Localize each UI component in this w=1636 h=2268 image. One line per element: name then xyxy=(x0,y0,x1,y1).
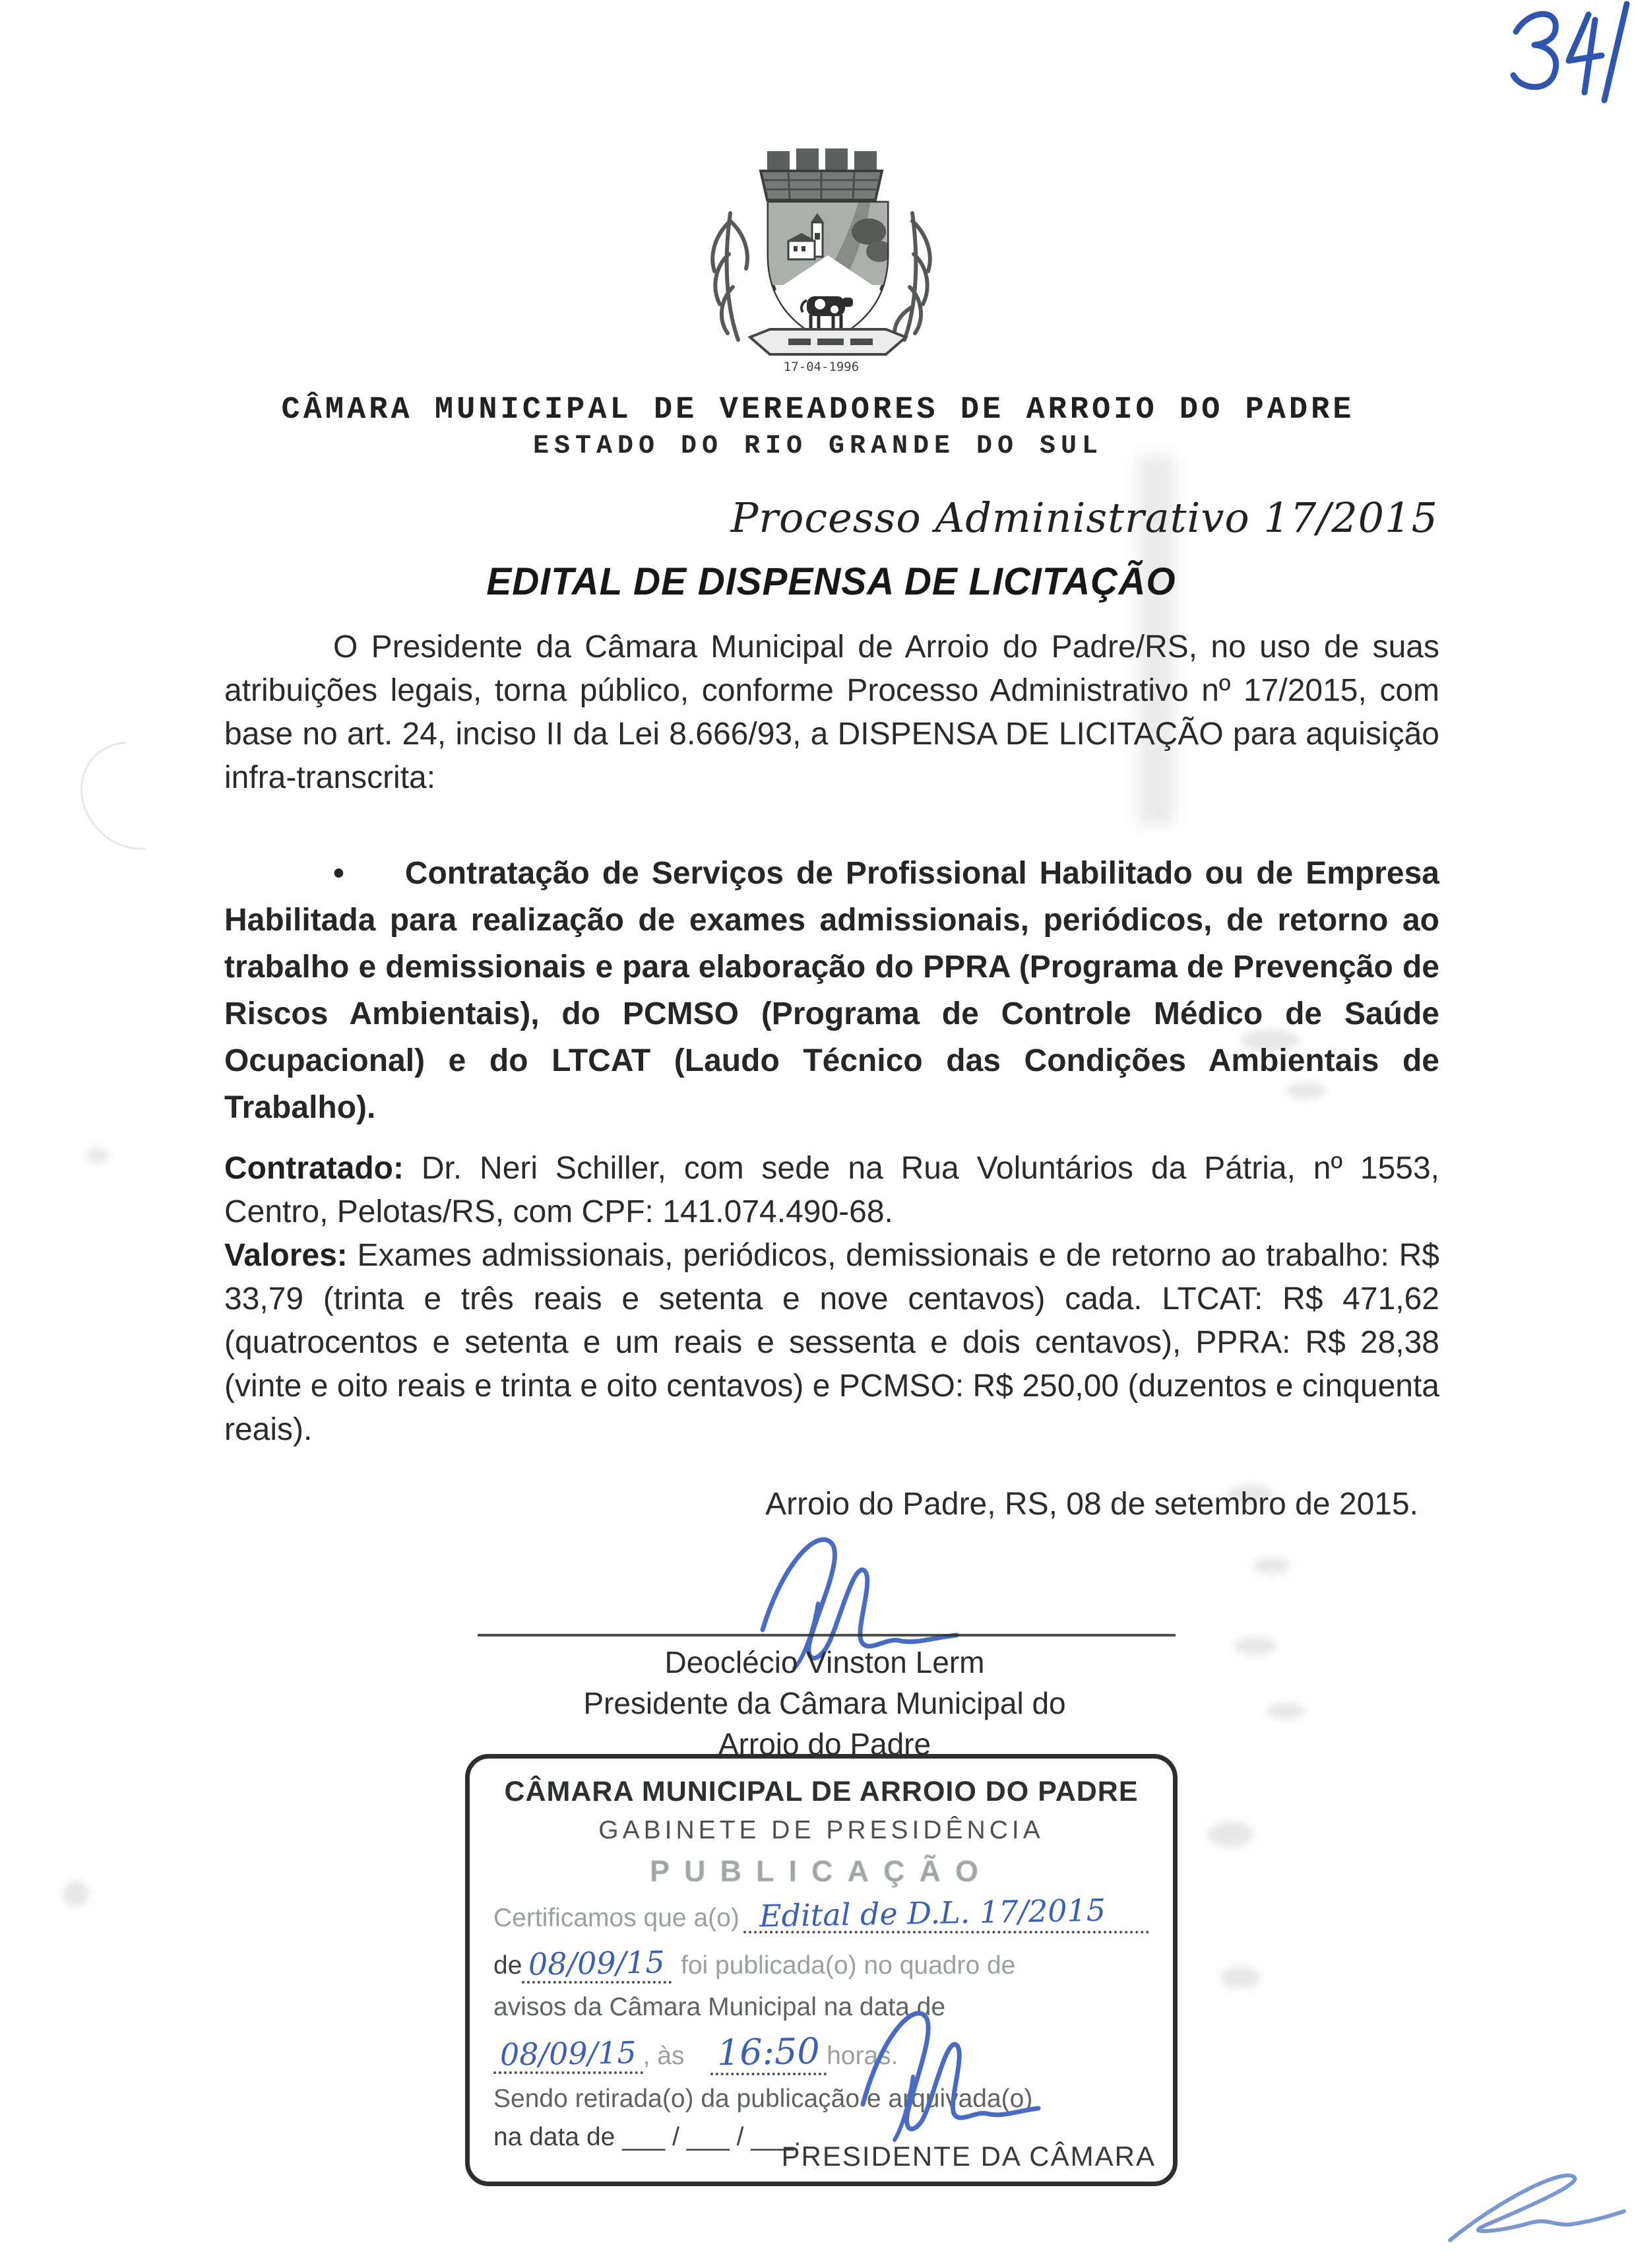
page-number-ink xyxy=(1497,0,1636,106)
object-bullet-paragraph xyxy=(224,850,1439,1131)
time-handwritten: 16:50 xyxy=(716,2030,821,2074)
shield xyxy=(769,203,893,341)
scan-smudge xyxy=(1267,1702,1305,1720)
intro-paragraph: O Presidente da Câmara Municipal de Arroio do Padre/RS, no uso de suas atribuições legais, torna público, conforme Processo Administrativo nº 17/2015, com base no art. 24, inciso II da Lei 8.666/93, a DISPENSA DE LICITAÇÃO para aquisição infra-transcrita: xyxy=(224,630,1439,795)
bullet-text: Contratação de Serviços de Profissional Habilitado ou de Empresa Habilitada para realização de exames admissionais, periódicos, de retorno ao trabalho e demissionais e para elaboração do PPRA (Programa de Prevenção de Riscos Ambientais), do PCMSO (Programa de Controle Médico de Saúde Ocupacional) e do LTCAT (Laudo Técnico das Condições Ambientais de Trabalho). xyxy=(224,856,1439,1125)
document-title: EDITAL DE DISPENSA DE LICITAÇÃO xyxy=(486,560,1176,603)
contratado-text: Dr. Neri Schiller, com sede na Rua Voluntários da Pátria, nº 1553, Centro, Pelotas/RS, com CPF: 141.074.490-68. xyxy=(224,1151,1439,1229)
bullet-marker: • xyxy=(333,856,344,891)
org-name: CÂMARA MUNICIPAL DE VEREADORES DE ARROIO DO PADRE xyxy=(281,393,1355,428)
as-label: , às xyxy=(643,2042,685,2070)
crest-date: 17-04-1996 xyxy=(783,360,860,374)
date1-blank xyxy=(522,1945,672,1984)
bottom-right-initial-ink xyxy=(1432,2148,1636,2260)
corn-stalk-right xyxy=(895,213,930,340)
scan-smudge xyxy=(1234,1636,1276,1655)
signatory-role-line1: Presidente da Câmara Municipal do xyxy=(583,1686,1066,1720)
certify-handwritten-entry: Edital de D.L. 17/2015 xyxy=(759,1892,1106,1934)
corn-stalk-left xyxy=(712,213,747,340)
horas-label: horas. xyxy=(827,2042,898,2070)
contratado-label: Contratado: xyxy=(224,1151,404,1186)
nadata-text: na data de ___ / ___ / ___. xyxy=(493,2123,802,2151)
signatory-role-line2: Arroio do Padre xyxy=(718,1727,931,1761)
date2-handwritten: 08/09/15 xyxy=(499,2034,637,2073)
certify-prefix: Certificamos que a(o) xyxy=(493,1904,739,1932)
process-reference: Processo Administrativo 17/2015 xyxy=(730,494,1438,542)
stamp-office: GABINETE DE PRESIDÊNCIA xyxy=(598,1816,1044,1844)
signature-rule xyxy=(478,1634,1176,1636)
certify-blank-line xyxy=(743,1892,1149,1934)
stamp-president-role: PRESIDENTE DA CÂMARA xyxy=(781,2141,1156,2172)
valores-text: Exames admissionais, periódicos, demissionais e de retorno ao trabalho: R$ 33,79 (trinta e três reais e setenta e nove centavos) cada. LTCAT: R$ 471,62 (quatrocentos e setenta e um reais e sessenta e dois centavos), PPRA: R$ 28,38 (vinte e oito reais e trinta e oito centavos) e PCMSO: R$ 250,00 (duzentos e cinquenta reais). xyxy=(224,1238,1439,1447)
handwritten-page-number xyxy=(1497,0,1636,106)
sendo-text: Sendo retirada(o) da publicação e arquivada(o) xyxy=(493,2085,1033,2113)
stamp-date-row xyxy=(493,1945,1149,1984)
stamp-org-name: CÂMARA MUNICIPAL DE ARROIO DO PADRE xyxy=(504,1776,1139,1807)
scan-smudge xyxy=(63,1881,89,1907)
place-date-line: Arroio do Padre, RS, 08 de setembro de 2015. xyxy=(765,1487,1418,1522)
signatory-name: Deoclécio Vinston Lerm xyxy=(664,1645,985,1679)
date1-handwritten: 08/09/15 xyxy=(528,1944,666,1982)
avisos-text: avisos da Câmara Municipal na data de xyxy=(493,1993,946,2021)
municipal-crest xyxy=(689,142,953,379)
signatory-block xyxy=(455,1642,1194,1765)
time-blank xyxy=(710,2031,827,2075)
scan-arc-artifact xyxy=(58,719,213,873)
org-state: ESTADO DO RIO GRANDE DO SUL xyxy=(532,432,1104,461)
document-header xyxy=(0,393,1636,461)
after-date1-text: foi publicada(o) no quadro de xyxy=(681,1951,1016,1980)
date2-blank xyxy=(493,2036,643,2074)
banner-ribbon xyxy=(750,329,906,354)
scan-smudge xyxy=(1220,1966,1260,1989)
publication-stamp xyxy=(465,1754,1178,2186)
contract-details-paragraph xyxy=(224,1147,1439,1452)
crest-graphic xyxy=(689,142,953,376)
de-label: de xyxy=(493,1951,522,1980)
stamp-signature-ink xyxy=(843,1993,1081,2145)
scan-smudge xyxy=(86,1148,110,1163)
valores-label: Valores: xyxy=(224,1238,348,1273)
scan-smudge xyxy=(1253,1557,1290,1574)
crown-icon xyxy=(761,148,882,200)
scan-smudge xyxy=(1207,1821,1253,1848)
stamp-certify-row xyxy=(493,1892,1149,1936)
stamp-publicacao: PUBLICAÇÃO xyxy=(650,1854,993,1888)
